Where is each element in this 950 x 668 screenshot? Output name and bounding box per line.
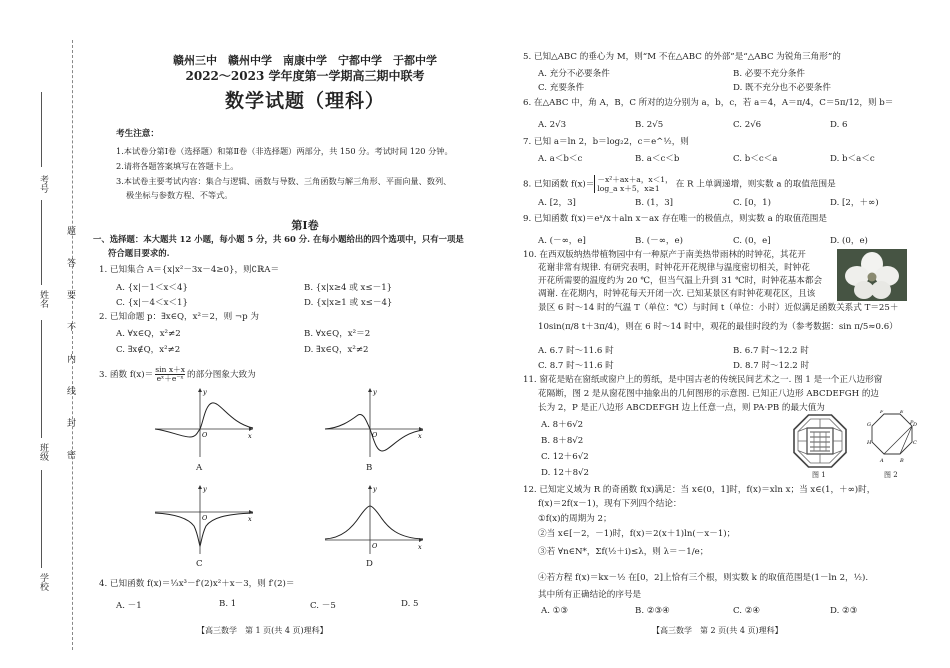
q9-option-d[interactable]: D. (0，e) (830, 236, 868, 246)
notice-heading: 考生注意： (116, 129, 159, 139)
q4-option-b[interactable]: B. 1 (219, 599, 237, 609)
segment-pb (900, 426, 912, 454)
binding-line (41, 320, 42, 438)
notice-item: 1.本试卷分第Ⅰ卷（选择题）和第Ⅱ卷（非选择题）两部分，共 150 分。考试时间 120 分钟。 (116, 146, 453, 156)
q9-option-c[interactable]: C. (0，e] (733, 236, 771, 246)
seal-char: 内 (65, 354, 75, 363)
q7-option-c[interactable]: C. b＜c＜a (733, 154, 778, 164)
question-10-line: 花谢非常有规律. 有研究表明，时钟花开花规律与温度密切相关，时钟花 (538, 263, 810, 273)
graph-a-label: A (196, 463, 203, 473)
question-8-stem: 8. 已知函数 f(x)＝ －x²＋ax＋a，x＜1， log_a x＋5，x≥1 在 R 上单调递增，则实数 a 的取值范围是 (523, 175, 836, 193)
svg-text:P: P (910, 420, 914, 426)
figure-2-caption: 图 2 (884, 471, 898, 479)
q5-option-a[interactable]: A. 充分不必要条件 (538, 69, 610, 79)
q10-option-a[interactable]: A. 6.7 时～11.6 时 (538, 346, 614, 356)
svg-text:H: H (867, 440, 872, 446)
section-instruction: 符合题目要求的. (108, 248, 170, 258)
y-label: y (373, 388, 377, 396)
svg-text:A: A (880, 458, 884, 464)
q1-option-d[interactable]: D. {x|x≥1 或 x≤－4} (304, 298, 393, 308)
q9-option-a[interactable]: A. (－∞，e] (538, 236, 586, 246)
y-axis-arrow (198, 485, 202, 489)
q9-option-b[interactable]: B. (－∞，e) (635, 236, 683, 246)
seal-char: 答 (65, 258, 75, 267)
name-label: 姓名 (38, 290, 48, 308)
binding-line (41, 92, 42, 167)
graph-d[interactable] (320, 482, 430, 557)
exam-number-label: 考号 (38, 175, 48, 193)
footer-right: 【高三数学 第 2 页(共 4 页)理科】 (652, 626, 783, 635)
question-6-stem: 6. 在△ABC 中，角 A，B，C 所对的边分别为 a，b，c，若 a＝4，A＝π/4，C＝5π/12，则 b＝ (523, 98, 894, 108)
q6-option-c[interactable]: C. 2√6 (733, 120, 762, 130)
q6-option-a[interactable]: A. 2√3 (538, 120, 567, 130)
page-title: 数学试题（理科） (224, 90, 385, 112)
binding-line (41, 200, 42, 285)
question-12-statement: ③若 ∀n∈N*，Σf(½＋i)≤λ，则 λ＝－1/e； (538, 547, 709, 557)
question-10-line: 10sin(π/8 t＋3π/4)，则在 6 时～14 时中，观花的最佳时段约为（参考数据：sin π/5≈0.6） (538, 322, 898, 332)
question-12-statement: ①f(x)的周期为 2； (538, 514, 612, 524)
q6-option-d[interactable]: D. 6 (830, 120, 848, 130)
question-11-line: 长为 2，P 是正八边形 ABCDEFGH 边上任意一点，则 PA·PB 的最大值为 (538, 403, 825, 413)
q2-option-a[interactable]: A. ∀x∈Q，x²≠2 (116, 329, 181, 339)
school-label: 学校 (38, 573, 48, 591)
x-label: x (418, 432, 422, 440)
q8-option-a[interactable]: A. [2，3] (538, 198, 576, 208)
q11-option-a[interactable]: A. 8＋6√2 (541, 420, 584, 430)
q11-option-d[interactable]: D. 12＋8√2 (541, 468, 589, 478)
q7-option-a[interactable]: A. a＜b＜c (538, 154, 583, 164)
graph-c-label: C (196, 559, 203, 569)
graph-b[interactable] (320, 385, 430, 460)
seal-char: 封 (65, 418, 75, 427)
seal-char: 题 (65, 226, 75, 235)
x-label: x (248, 432, 252, 440)
q10-option-b[interactable]: B. 6.7 时～12.2 时 (733, 346, 809, 356)
q5-option-c[interactable]: C. 充要条件 (538, 83, 585, 93)
q8-option-d[interactable]: D. [2，＋∞) (830, 198, 879, 208)
q11-option-c[interactable]: C. 12＋6√2 (541, 452, 589, 462)
question-10-line: 凋谢. 在花期内，时钟花每天开闭一次. 已知某景区有时钟花观花区，且该 (538, 289, 816, 299)
question-12-statement: ②当 x∈[－2，－1)时，f(x)＝2(x＋1)ln(－x－1)； (538, 529, 736, 539)
svg-text:F: F (880, 410, 884, 415)
question-12-line: 12. 已知定义域为 R 的奇函数 f(x)满足：当 x∈(0，1]时，f(x)＝xln x；当 x∈(1，＋∞)时， (523, 485, 876, 495)
octagon-diagram (866, 410, 918, 470)
q10-option-c[interactable]: C. 8.7 时～11.6 时 (538, 361, 614, 371)
q7-option-b[interactable]: B. a＜c＜b (635, 154, 680, 164)
fraction-numerator: sin x＋x (155, 365, 185, 374)
y-axis-arrow (368, 388, 372, 392)
fraction-denominator: eˣ＋e⁻ˣ (156, 374, 184, 383)
y-label: y (373, 485, 377, 493)
question-10-line: 景区 6 时～14 时的气温 T（单位：℃）与时间 t（单位：小时）近似满足函数关系式 T＝25＋ (538, 303, 899, 313)
footer-left: 【高三数学 第 1 页(共 4 页)理科】 (197, 626, 328, 635)
seal-char: 要 (65, 290, 75, 299)
graph-c[interactable] (150, 482, 260, 557)
q7-option-d[interactable]: D. b＜a＜c (830, 154, 875, 164)
notice-item: 2.请将各题答案填写在答题卡上。 (116, 161, 239, 171)
question-10-line: 开花所需要的温度约为 20 ℃，但当气温上升到 31 ℃时，时钟花基本都会 (538, 276, 823, 286)
seal-char: 密 (65, 450, 75, 459)
x-label: x (418, 543, 422, 551)
flower-center (868, 273, 877, 282)
notice-item: 3.本试卷主要考试内容：集合与逻辑、函数与导数、三角函数与解三角形、平面向量、数列、 (116, 176, 452, 186)
petal (871, 281, 891, 299)
q8-option-b[interactable]: B. (1，3] (635, 198, 674, 208)
graph-b-label: B (366, 463, 373, 473)
svg-text:D: D (913, 422, 918, 428)
q4-option-d[interactable]: D. 5 (401, 599, 419, 609)
question-9-stem: 9. 已知函数 f(x)＝eˣ/x＋aln x－ax 存在唯一的极值点，则实数 a 的取值范围是 (523, 214, 827, 224)
question-12-line: 其中所有正确结论的序号是 (538, 590, 642, 600)
question-5-stem: 5. 已知△ABC 的垂心为 M，则“M 不在△ABC 的外部”是“△ABC 为锐角三角形”的 (523, 52, 841, 62)
q12-option-d[interactable]: D. ②③ (830, 606, 858, 616)
origin-label: O (372, 431, 378, 439)
seal-char: 不 (65, 322, 75, 331)
question-2-stem: 2. 已知命题 p：∃x∈Q，x²＝2，则 ¬p 为 (99, 312, 259, 322)
y-axis-arrow (198, 388, 202, 392)
seal-char: 线 (65, 386, 75, 395)
y-label: y (203, 388, 207, 396)
question-7-stem: 7. 已知 a＝ln 2，b＝log₂2，c＝e^½，则 (523, 137, 689, 147)
question-3-stem: 3. 函数 f(x)＝ $\frac{\text{sin x＋x}}{\text{eˣ＋e⁻ˣ}}$ 的部分图象大致为 (99, 365, 256, 383)
question-10-line: 10. 在西双版纳热带植物园中有一种原产于南美热带雨林的时钟花，其花开 (523, 250, 806, 260)
section-instruction: 一、选择题：本大题共 12 小题，每小题 5 分，共 60 分. 在每小题给出的四个选项中，只有一项是 (93, 234, 464, 244)
q4-option-c[interactable]: C. －5 (310, 601, 336, 611)
question-4-stem: 4. 已知函数 f(x)＝⅓x³－f′(2)x²＋x－3，则 f′(2)＝ (99, 579, 295, 589)
question-12-line: f(x)＝2f(x－1)，现有下列四个结论： (538, 499, 682, 509)
svg-text:B: B (900, 458, 904, 464)
origin-label: O (372, 542, 378, 550)
graph-d-label: D (366, 559, 373, 569)
exam-name: 2022～2023 学年度第一学期高三期中联考 (185, 69, 425, 83)
y-axis-arrow (368, 485, 372, 489)
svg-text:E: E (900, 410, 904, 415)
question-11-line: 11. 窗花是贴在窗纸或窗户上的剪纸，是中国古老的传统民间艺术之一. 图 1 是一个正八边形窗 (523, 375, 883, 385)
q12-option-c[interactable]: C. ②④ (733, 606, 761, 616)
flower-photo (837, 249, 907, 301)
svg-text:C: C (913, 440, 917, 446)
origin-label: O (202, 514, 208, 522)
q11-option-b[interactable]: B. 8＋8√2 (541, 436, 584, 446)
q1-option-c[interactable]: C. {x|－4＜x＜1} (116, 298, 188, 308)
notice-item: 极坐标与参数方程、不等式。 (126, 190, 233, 200)
y-label: y (203, 485, 207, 493)
part-title: 第Ⅰ卷 (291, 219, 319, 232)
graph-curve (325, 506, 423, 539)
question-12-statement: ④若方程 f(x)＝kx－½ 在[0，2]上恰有三个根，则实数 k 的取值范围是(1－ln 2，½). (538, 573, 869, 583)
q5-option-b[interactable]: B. 必要不充分条件 (733, 69, 805, 79)
seal-dashed-line (72, 40, 73, 650)
binding-line (41, 470, 42, 568)
case-line: －x²＋ax＋a，x＜1， (597, 175, 673, 184)
x-label: x (248, 515, 252, 523)
regular-octagon (872, 414, 912, 454)
question-1-stem: 1. 已知集合 A＝{x|x²－3x－4≥0}，则∁ℝA＝ (99, 265, 280, 275)
q12-option-a[interactable]: A. ①③ (541, 606, 569, 616)
q1-option-a[interactable]: A. {x|－1＜x＜4} (116, 283, 188, 293)
q1-option-b[interactable]: B. {x|x≥4 或 x≤－1} (304, 283, 393, 293)
q10-option-d[interactable]: D. 8.7 时～12.2 时 (733, 361, 810, 371)
q2-option-b[interactable]: B. ∀x∈Q，x²＝2 (304, 329, 371, 339)
class-label: 班级 (38, 443, 48, 461)
question-11-line: 花隔断，图 2 是从窗花图中抽象出的几何图形的示意图. 已知正八边形 ABCDEFGH 的边 (538, 389, 880, 399)
svg-text:G: G (867, 422, 871, 428)
origin-label: O (202, 431, 208, 439)
q12-option-b[interactable]: B. ②③④ (635, 606, 670, 616)
figure-1-caption: 图 1 (812, 471, 826, 479)
window-flower-figure (792, 413, 848, 469)
q8-option-c[interactable]: C. [0，1) (733, 198, 771, 208)
q4-option-a[interactable]: A. －1 (116, 601, 142, 611)
q2-option-d[interactable]: D. ∃x∈Q，x²≠2 (304, 345, 369, 355)
graph-a[interactable] (150, 385, 260, 460)
q6-option-b[interactable]: B. 2√5 (635, 120, 664, 130)
segment-pa (884, 426, 912, 454)
q2-option-c[interactable]: C. ∃x∉Q，x²≠2 (116, 345, 181, 355)
case-line: log_a x＋5，x≥1 (597, 184, 660, 193)
q5-option-d[interactable]: D. 既不充分也不必要条件 (733, 83, 831, 93)
school-list: 赣州三中 赣州中学 南康中学 宁都中学 于都中学 (173, 54, 437, 67)
